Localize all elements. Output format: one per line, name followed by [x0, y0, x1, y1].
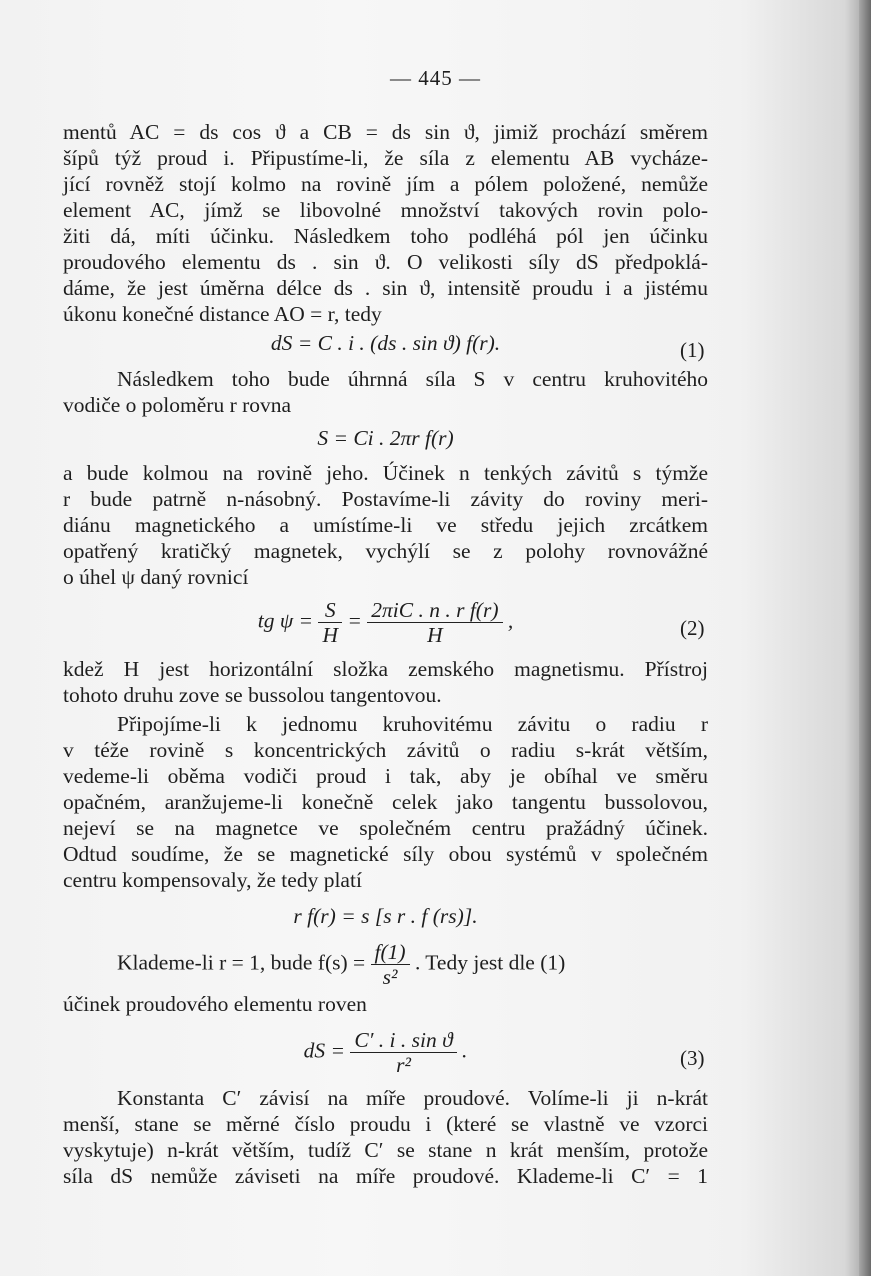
page-edge-shadow — [859, 0, 871, 1276]
klad-pre: Klademe-li r = 1, bude f(s) = — [117, 950, 366, 975]
equation-s: S = Ci . 2πr f(r) — [317, 426, 454, 450]
text-line: kdež H jest horizontální složka zemského magnetismu. Přístroj — [63, 657, 708, 681]
text-line-klademe — [117, 940, 708, 989]
text-line: žiti dá, míti účinku. Následkem toho podléhá pól jen účinku — [63, 224, 708, 248]
equation-rf: r f(r) = s [s r . f (rs)]. — [293, 904, 478, 928]
text-line: Následkem toho bude úhrnná síla S v centru kruhovitého — [117, 367, 708, 391]
page-number: — 445 — — [390, 66, 481, 90]
text-line: centru kompensovaly, že tedy platí — [63, 868, 362, 892]
text-line: nejeví se na magnetce ve společném centru pražádný účinek. — [63, 816, 708, 840]
text-line: Připojíme-li k jednomu kruhovitému závitu o radiu r — [117, 712, 708, 736]
eq2-lhs: tg ψ = — [257, 608, 314, 633]
eq2-tail: , — [507, 608, 514, 633]
text-line: diánu magnetického a umístíme-li ve středu jejich zrcátkem — [63, 513, 708, 537]
eq2-f1-numerator: S — [318, 598, 342, 623]
eq3-lhs: dS = — [303, 1038, 345, 1063]
text-line: jící rovněž stojí kolmo na rovině jím a pólem položené, nemůže — [63, 172, 708, 196]
eq2-f1-denominator: H — [322, 623, 338, 647]
eq2-mid: = — [347, 608, 362, 633]
klad-post: . Tedy jest dle (1) — [414, 950, 566, 975]
eq2-f2-denominator: H — [427, 623, 443, 647]
klad-f-denominator: s² — [382, 965, 398, 989]
equation-1: dS = C . i . (ds . sin ϑ) f(r). — [270, 331, 501, 355]
text-line: opačném, aranžujeme-li konečně celek jako tangentu bussolovou, — [63, 790, 708, 814]
eq2-f2-numerator: 2πiC . n . r f(r) — [367, 598, 502, 623]
eq3-denominator: r² — [396, 1053, 411, 1077]
text-line: vodiče o poloměru r rovna — [63, 393, 292, 417]
text-line: element AC, jímž se libovolné množství takových rovin polo- — [63, 198, 708, 222]
text-line: vedeme-li oběma vodiči proud i tak, aby je obíhal ve směru — [63, 764, 708, 788]
eq2-fraction-1 — [318, 598, 342, 647]
text-line: proudového elementu ds . sin ϑ. O velikosti síly dS předpoklá- — [63, 250, 708, 274]
eq3-fraction — [350, 1028, 456, 1077]
text-line: vyskytuje) n-krát větším, tudíž C′ se stane n krát menším, protože — [63, 1138, 708, 1162]
equation-3-number: (3) — [680, 1046, 705, 1070]
text-line: dáme, že jest úměrna délce ds . sin ϑ, intensitě proudu i a jistému — [63, 276, 708, 300]
text-line: Odtud soudíme, že se magnetické síly obou systémů v společném — [63, 842, 708, 866]
text-line: v téže rovině s koncentrických závitů o radiu s-krát větším, — [63, 738, 708, 762]
eq3-tail: . — [462, 1038, 468, 1063]
text-line: menší, stane se měrné číslo proudu i (které se vlastně ve vzorci — [63, 1112, 708, 1136]
text-line: tohoto druhu zove se bussolou tangentovou. — [63, 683, 442, 707]
text-line: mentů AC = ds cos ϑ a CB = ds sin ϑ, jimiž prochází směrem — [63, 120, 708, 144]
klad-f-numerator: f(1) — [371, 940, 410, 965]
text-line: opatřený kratičký magnetek, vychýlí se z polohy rovnovážné — [63, 539, 708, 563]
text-line: síla dS nemůže záviseti na míře proudové. Klademe-li C′ = 1 — [63, 1164, 708, 1188]
equation-1-number: (1) — [680, 338, 705, 362]
text-line: Konstanta C′ závisí na míře proudové. Volíme-li ji n-krát — [117, 1086, 708, 1110]
text-line: šípů týž proud i. Připustíme-li, že síla z elementu AB vycháze- — [63, 146, 708, 170]
equation-3 — [63, 1028, 708, 1077]
text-line: úkonu konečné distance AO = r, tedy — [63, 302, 382, 326]
eq2-fraction-2 — [367, 598, 502, 647]
text-line: účinek proudového elementu roven — [63, 992, 367, 1016]
text-line: a bude kolmou na rovině jeho. Účinek n tenkých závitů s týmže — [63, 461, 708, 485]
text-line: o úhel ψ daný rovnicí — [63, 565, 249, 589]
klad-fraction — [371, 940, 410, 989]
eq3-numerator: C′ . i . sin ϑ — [350, 1028, 456, 1053]
text-line: r bude patrně n-násobný. Postavíme-li závity do roviny meri- — [63, 487, 708, 511]
equation-2-number: (2) — [680, 616, 705, 640]
equation-2 — [63, 598, 708, 647]
